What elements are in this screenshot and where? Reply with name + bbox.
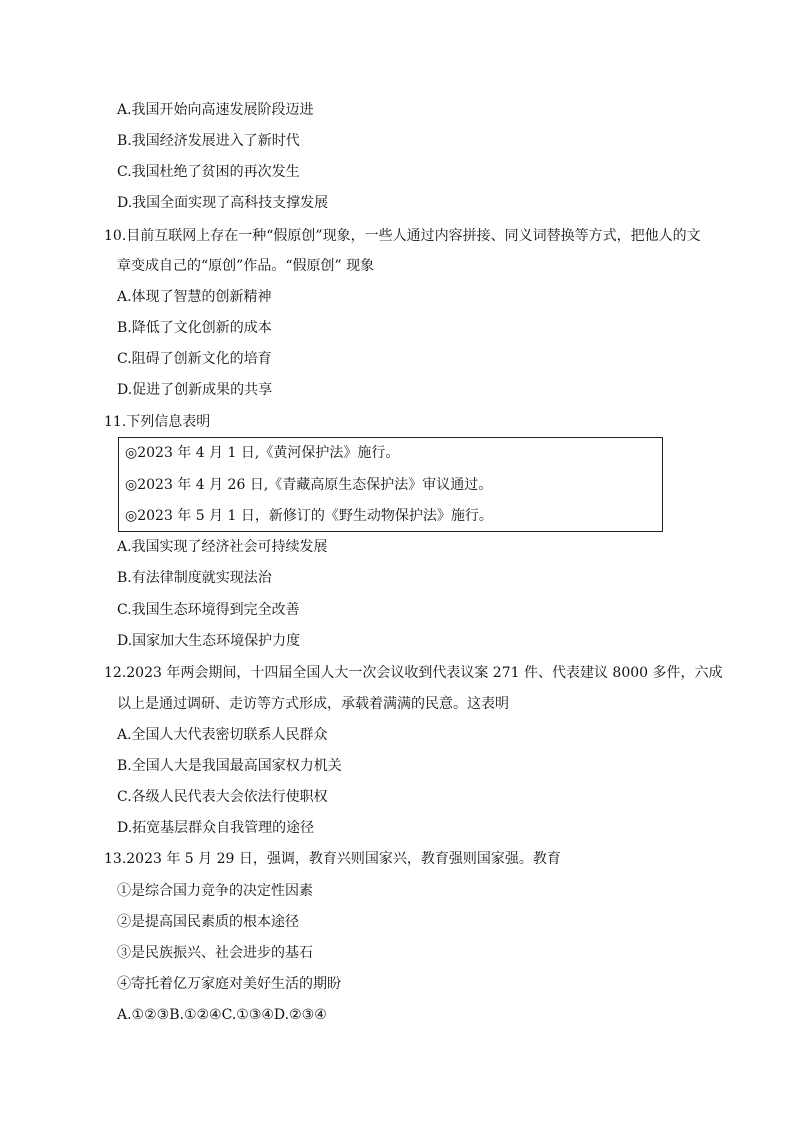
q10-option-a: A.体现了智慧的创新精神 <box>117 289 272 305</box>
q12-option-b: B.全国人大是我国最高国家权力机关 <box>117 758 342 774</box>
q9-option-b: B.我国经济发展进入了新时代 <box>117 133 300 149</box>
q11-option-d: D.国家加大生态环境保护力度 <box>117 633 301 649</box>
q11-info-item-1: ◎2023 年 4 月 1 日,《黄河保护法》施行。 <box>125 445 400 461</box>
q10-option-b: B.降低了文化创新的成本 <box>117 320 272 336</box>
q11-option-a: A.我国实现了经济社会可持续发展 <box>117 539 328 555</box>
q12-option-d: D.拓宽基层群众自我管理的途径 <box>117 820 315 836</box>
q9-option-d: D.我国全面实现了高科技支撑发展 <box>117 195 329 211</box>
q10-option-c: C.阻碍了创新文化的培育 <box>117 351 272 367</box>
q13-item-3: ③是民族振兴、社会进步的基石 <box>117 945 313 961</box>
q12-stem-line1: 12.2023 年两会期间，十四届全国人大一次会议收到代表议案 271 件、代表建议 8000 多件，六成 <box>104 665 723 681</box>
q13-item-2: ②是提高国民素质的根本途径 <box>117 914 299 930</box>
q9-option-c: C.我国杜绝了贫困的再次发生 <box>117 164 300 180</box>
q13-item-4: ④寄托着亿万家庭对美好生活的期盼 <box>117 976 341 992</box>
q13-item-1: ①是综合国力竞争的决定性因素 <box>117 883 313 899</box>
q12-stem-line2: 以上是通过调研、走访等方式形成，承载着满满的民意。这表明 <box>117 696 509 712</box>
q11-info-item-2: ◎2023 年 4 月 26 日,《青藏高原生态保护法》审议通过。 <box>125 477 493 493</box>
q11-stem: 11.下列信息表明 <box>104 414 211 430</box>
q12-option-c: C.各级人民代表大会依法行使职权 <box>117 789 328 805</box>
q9-option-a: A.我国开始向高速发展阶段迈进 <box>117 102 314 118</box>
q10-stem-line1: 10.目前互联网上存在一种“假原创”现象，一些人通过内容拼接、同义词替换等方式，把他人的文 <box>104 228 701 244</box>
q11-info-box <box>118 437 663 532</box>
q10-option-d: D.促进了创新成果的共享 <box>117 382 273 398</box>
q11-option-b: B.有法律制度就实现法治 <box>117 570 272 586</box>
q13-stem: 13.2023 年 5 月 29 日，强调，教育兴则国家兴，教育强则国家强。教育 <box>104 851 561 867</box>
q12-option-a: A.全国人大代表密切联系人民群众 <box>117 727 328 743</box>
q11-option-c: C.我国生态环境得到完全改善 <box>117 602 300 618</box>
q11-info-item-3: ◎2023 年 5 月 1 日，新修订的《野生动物保护法》施行。 <box>125 508 493 524</box>
q10-stem-line2: 章变成自己的“原创”作品。“假原创” 现象 <box>117 258 375 274</box>
q13-answer-options: A.①②③B.①②④C.①③④D.②③④ <box>117 1007 327 1023</box>
